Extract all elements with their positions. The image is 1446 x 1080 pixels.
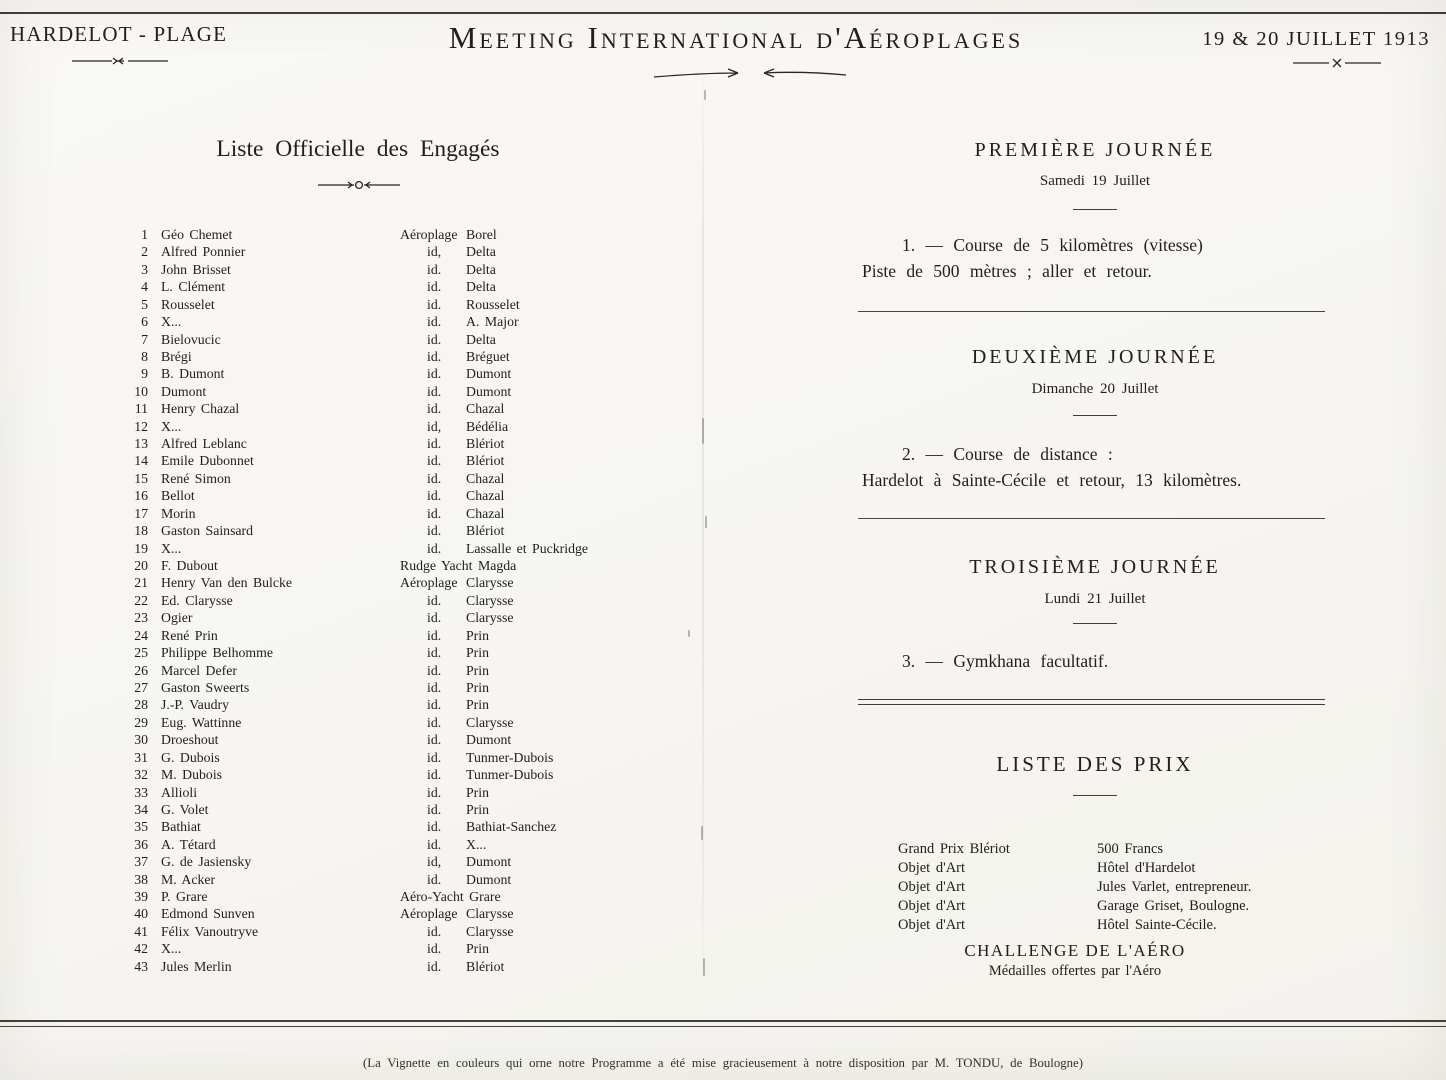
aeroplage-name: Prin [466, 697, 489, 713]
aeroplage-affiliation: id. [427, 749, 442, 765]
roster-row [118, 574, 700, 591]
aeroplage-name: Dumont [466, 732, 512, 748]
pilot-name: John Brisset [161, 261, 231, 277]
entry-number: 16 [134, 488, 148, 504]
tick-ornament-icon [72, 56, 168, 66]
aeroplage-affiliation: id. [427, 296, 442, 312]
roster-row [118, 278, 700, 295]
roster-row [118, 662, 700, 679]
roster-row [118, 296, 700, 313]
aeroplage-name: Delta [466, 331, 496, 347]
entry-number: 9 [141, 366, 148, 382]
event-line: 1. — Course de 5 kilomètres (vitesse) [902, 235, 1203, 255]
entry-number: 4 [141, 279, 148, 295]
roster-row [118, 940, 700, 957]
aeroplage-affiliation: Rudge Yacht Magda [400, 558, 517, 574]
aeroplage-name: X... [466, 836, 487, 852]
aeroplage-affiliation: Aéroplage [400, 227, 458, 242]
roster-row [118, 905, 700, 922]
aeroplage-affiliation: id. [427, 488, 442, 504]
aeroplage-name: Clarysse [466, 610, 514, 626]
entry-number: 17 [134, 505, 148, 521]
pilot-name: X... [161, 941, 182, 957]
aeroplage-name: Tunmer-Dubois [466, 749, 554, 765]
roster-row [118, 452, 700, 469]
entry-number: 8 [141, 348, 148, 364]
aeroplage-name: Rousselet [466, 296, 520, 312]
roster-row [118, 365, 700, 382]
pilot-name: Dumont [161, 383, 207, 399]
aeroplage-affiliation: id. [427, 679, 442, 695]
aeroplage-affiliation: id. [427, 871, 442, 887]
aeroplage-name: Dumont [466, 854, 512, 870]
aeroplage-name: Clarysse [466, 575, 514, 591]
roster-row [118, 592, 700, 609]
entry-number: 40 [134, 906, 148, 922]
prize-label: Objet d'Art [898, 898, 966, 914]
fold-mark [705, 516, 707, 528]
roster-row [118, 923, 700, 940]
pilot-name: G. Volet [161, 801, 209, 817]
roster-row [118, 435, 700, 452]
aeroplage-name: Delta [466, 279, 496, 295]
day2-date: Dimanche 20 Juillet [1031, 381, 1159, 397]
day2-heading: DEUXIÈME JOURNÉE [971, 346, 1219, 368]
aeroplage-affiliation: id. [427, 836, 442, 852]
divider [1073, 795, 1117, 796]
location-title: HARDELOT - PLAGE [10, 22, 228, 46]
aeroplage-affiliation: Aéro-Yacht Grare [400, 889, 501, 905]
aeroplage-affiliation: id. [427, 348, 442, 364]
roster-row [118, 348, 700, 365]
entry-number: 19 [134, 540, 148, 556]
pilot-name: Alfred Leblanc [161, 436, 247, 452]
aeroplage-affiliation: id. [427, 436, 442, 452]
roster-row [118, 801, 700, 818]
x-ornament-icon [1293, 58, 1381, 68]
fold-mark [704, 90, 706, 100]
footer-note: (La Vignette en couleurs qui orne notre Programme a été mise gracieusement à notre disposition par M. TONDU, de Boulogne) [363, 1056, 1083, 1070]
entry-number: 12 [134, 418, 148, 434]
pilot-name: Droeshout [161, 732, 219, 748]
roster-row [118, 505, 700, 522]
entry-number: 2 [141, 244, 148, 260]
prizes-heading: LISTE DES PRIX [996, 752, 1194, 776]
pilot-name: Jules Merlin [161, 958, 232, 974]
pilot-name: Emile Dubonnet [161, 453, 254, 469]
aeroplage-affiliation: id, [427, 418, 442, 434]
prize-donor: Garage Griset, Boulogne. [1097, 898, 1250, 914]
roster-row [118, 679, 700, 696]
roster-row [118, 784, 700, 801]
prize-list [898, 840, 1251, 935]
roster-row [118, 470, 700, 487]
roster-row [118, 400, 700, 417]
pilot-name: Marcel Defer [161, 662, 237, 678]
roster-row [118, 871, 700, 888]
roster-row [118, 487, 700, 504]
pilot-name: Gaston Sweerts [161, 679, 250, 695]
roster-row [118, 243, 700, 260]
aeroplage-name: Blériot [466, 523, 505, 539]
entry-number: 15 [134, 470, 148, 486]
prize-donor: 500 Francs [1097, 841, 1164, 857]
aeroplage-affiliation: id. [427, 714, 442, 730]
aeroplage-affiliation: id. [427, 610, 442, 626]
entry-number: 42 [134, 941, 148, 957]
aeroplage-affiliation: id. [427, 331, 442, 347]
pilot-name: Bathiat [161, 819, 201, 835]
aeroplage-affiliation: id, [427, 854, 442, 870]
roster-row [118, 383, 700, 400]
challenge-subtitle: Médailles offertes par l'Aéro [988, 963, 1162, 979]
prize-label: Objet d'Art [898, 917, 966, 933]
aeroplage-name: Bathiat-Sanchez [466, 819, 557, 835]
roster-row [118, 853, 700, 870]
aeroplage-name: Prin [466, 784, 489, 800]
aeroplage-affiliation: id. [427, 366, 442, 382]
aeroplage-affiliation: id. [427, 401, 442, 417]
pilot-name: A. Tétard [161, 836, 216, 852]
event-line: Piste de 500 mètres ; aller et retour. [862, 261, 1152, 281]
pilot-name: Félix Vanoutryve [161, 923, 259, 939]
pilot-name: Philippe Belhomme [161, 645, 273, 661]
roster-row [118, 696, 700, 713]
aeroplage-name: Delta [466, 261, 496, 277]
challenge-heading: CHALLENGE DE L'AÉRO [964, 941, 1186, 960]
pilot-name: Henry Chazal [161, 401, 240, 417]
day2-event [862, 441, 1340, 493]
aeroplage-name: Blériot [466, 958, 505, 974]
entry-number: 41 [134, 923, 148, 939]
pilot-name: Bellot [161, 488, 195, 504]
aeroplage-name: Bédélia [466, 418, 509, 434]
aeroplage-name: Lassalle et Puckridge [466, 540, 589, 556]
pilot-name: René Prin [161, 627, 218, 643]
roster-row [118, 644, 700, 661]
pilot-name: Alfred Ponnier [161, 244, 246, 260]
event-line: 2. — Course de distance : [902, 444, 1113, 464]
entry-number: 43 [134, 958, 148, 974]
aeroplage-name [466, 557, 700, 574]
aeroplage-name: Clarysse [466, 923, 514, 939]
aeroplage-affiliation: id. [427, 314, 442, 330]
aeroplage-affiliation: id. [427, 801, 442, 817]
prize-row [898, 840, 1251, 859]
roster-row [118, 609, 700, 626]
bottom-double-rule [0, 1020, 1446, 1027]
entry-number: 18 [134, 523, 148, 539]
pilot-name: René Simon [161, 470, 231, 486]
aeroplage-affiliation: id. [427, 523, 442, 539]
roster-row [118, 818, 700, 835]
fold-mark [701, 826, 703, 840]
roster-row [118, 226, 700, 243]
aeroplage-name: Blériot [466, 453, 505, 469]
section-rule [858, 518, 1325, 519]
aeroplage-name: Delta [466, 244, 496, 260]
aeroplage-affiliation: id. [427, 697, 442, 713]
roster-row [118, 313, 700, 330]
day3-heading: TROISIÈME JOURNÉE [969, 556, 1221, 578]
pilot-name: G. Dubois [161, 749, 220, 765]
fold-mark [703, 958, 705, 976]
pilot-name: Henry Van den Bulcke [161, 575, 293, 591]
aeroplage-affiliation: id. [427, 505, 442, 521]
aeroplage-name: Borel [466, 227, 497, 242]
prize-label: Objet d'Art [898, 879, 966, 895]
pilot-name: M. Dubois [161, 767, 223, 783]
pilot-name: B. Dumont [161, 366, 225, 382]
aeroplage-affiliation: id. [427, 453, 442, 469]
prize-row [898, 878, 1251, 897]
day3-date: Lundi 21 Juillet [1044, 591, 1146, 607]
aeroplage-name: Chazal [466, 401, 505, 417]
aeroplage-affiliation: id. [427, 470, 442, 486]
page-fold-line [702, 55, 704, 1010]
pilot-name: Ed. Clarysse [161, 592, 233, 608]
pilot-name: M. Acker [161, 871, 216, 887]
circle-ornament-icon [318, 179, 400, 191]
aeroplage-name: Clarysse [466, 906, 514, 922]
page-title: Meeting International d'Aéroplages [448, 20, 1024, 55]
roster-row [118, 836, 700, 853]
section-double-rule [858, 699, 1325, 705]
pilot-name: G. de Jasiensky [161, 854, 252, 870]
day1-event [862, 232, 1340, 284]
aeroplage-affiliation: id. [427, 767, 442, 783]
pilot-name: P. Grare [161, 889, 208, 905]
aeroplage-name: Chazal [466, 470, 505, 486]
entry-number: 38 [134, 871, 148, 887]
prize-row [898, 859, 1251, 878]
pilot-name: Bielovucic [161, 331, 221, 347]
aeroplage-name: Prin [466, 662, 489, 678]
entry-number: 30 [134, 732, 148, 748]
roster-row [118, 766, 700, 783]
roster-list [0, 226, 700, 975]
aeroplage-name: Tunmer-Dubois [466, 767, 554, 783]
aeroplage-affiliation: id. [427, 941, 442, 957]
entry-number: 37 [134, 854, 148, 870]
day3-event [862, 648, 1340, 674]
roster-row [118, 731, 700, 748]
roster-row [118, 627, 700, 644]
entry-number: 14 [134, 453, 148, 469]
aeroplage-affiliation: id. [427, 819, 442, 835]
prize-label: Grand Prix Blériot [898, 841, 1010, 857]
divider [1073, 209, 1117, 210]
entry-number: 5 [141, 296, 148, 312]
aeroplage-name: Blériot [466, 436, 505, 452]
aeroplage-name: Chazal [466, 505, 505, 521]
day1-date: Samedi 19 Juillet [1039, 173, 1151, 189]
pilot-name: J.-P. Vaudry [161, 697, 230, 713]
entry-number: 6 [141, 314, 148, 330]
roster-row [118, 522, 700, 539]
aeroplage-name: Chazal [466, 488, 505, 504]
divider [1073, 415, 1117, 416]
aeroplage-affiliation: id. [427, 923, 442, 939]
roster-row [118, 331, 700, 348]
prize-donor: Jules Varlet, entrepreneur. [1097, 879, 1252, 895]
aeroplage-name: Prin [466, 941, 489, 957]
entry-number: 13 [134, 436, 148, 452]
pilot-name: Géo Chemet [161, 227, 233, 242]
pilot-name: Edmond Sunven [161, 906, 255, 922]
roster-row [118, 557, 700, 574]
pilot-name: Gaston Sainsard [161, 523, 254, 539]
aeroplage-name: Bréguet [466, 348, 510, 364]
entry-number: 28 [134, 697, 148, 713]
aeroplage-affiliation: id. [427, 540, 442, 556]
aeroplage-name: Clarysse [466, 592, 514, 608]
pilot-name: Brégi [161, 348, 192, 364]
section-rule [858, 311, 1325, 312]
aeroplage-name: Prin [466, 627, 489, 643]
fold-mark [702, 418, 704, 444]
pilot-name: X... [161, 314, 182, 330]
aeroplage-affiliation: id. [427, 784, 442, 800]
pilot-name: F. Dubout [161, 558, 218, 574]
aeroplage-name [466, 888, 700, 905]
pilot-name: Morin [161, 505, 196, 521]
roster-row [118, 418, 700, 435]
top-rule [0, 12, 1446, 14]
pilot-name: Ogier [161, 610, 193, 626]
prize-label: Objet d'Art [898, 860, 966, 876]
entry-number: 22 [134, 592, 148, 608]
aeroplage-name: Prin [466, 645, 489, 661]
day1-heading: PREMIÈRE JOURNÉE [974, 139, 1216, 161]
entry-number: 32 [134, 767, 148, 783]
event-line: Hardelot à Sainte-Cécile et retour, 13 kilomètres. [862, 470, 1242, 490]
entry-number: 3 [141, 261, 148, 277]
roster-row [118, 888, 700, 905]
aeroplage-name: Dumont [466, 383, 512, 399]
aeroplage-name: Dumont [466, 871, 512, 887]
aeroplage-affiliation: id. [427, 383, 442, 399]
entry-number: 31 [134, 749, 148, 765]
pilot-name: Allioli [161, 784, 198, 800]
entry-number: 39 [134, 889, 148, 905]
aeroplage-name: A. Major [466, 314, 519, 330]
aeroplage-affiliation: id. [427, 645, 442, 661]
pilot-name: Rousselet [161, 296, 215, 312]
aeroplage-name: Prin [466, 801, 489, 817]
aeroplage-affiliation: id. [427, 261, 442, 277]
entry-number: 27 [134, 679, 148, 695]
roster-row [118, 261, 700, 278]
aeroplage-affiliation: id. [427, 279, 442, 295]
aeroplage-affiliation: Aéroplage [400, 575, 458, 591]
prize-donor: Hôtel d'Hardelot [1097, 860, 1196, 876]
entry-number: 26 [134, 662, 148, 678]
aeroplage-affiliation: id. [427, 958, 442, 974]
entry-number: 25 [134, 645, 148, 661]
aeroplage-affiliation: id. [427, 662, 442, 678]
aeroplage-affiliation: id. [427, 592, 442, 608]
pilot-name: X... [161, 540, 182, 556]
entry-number: 21 [134, 575, 148, 591]
roster-row [118, 749, 700, 766]
aeroplage-affiliation: id. [427, 732, 442, 748]
aeroplage-name: Dumont [466, 366, 512, 382]
prize-donor: Hôtel Sainte-Cécile. [1097, 917, 1217, 933]
entry-number: 23 [134, 610, 148, 626]
entry-number: 1 [141, 227, 148, 242]
pilot-name: X... [161, 418, 182, 434]
entry-number: 34 [134, 801, 148, 817]
roster-row [118, 540, 700, 557]
entry-number: 36 [134, 836, 148, 852]
aeroplage-affiliation: id, [427, 244, 442, 260]
arrows-ornament-icon [652, 64, 848, 84]
event-date: 19 & 20 JUILLET 1913 [1202, 28, 1430, 50]
entry-number: 24 [134, 627, 148, 643]
roster-row [118, 714, 700, 731]
aeroplage-name: Prin [466, 679, 489, 695]
aeroplage-affiliation: id. [427, 627, 442, 643]
roster-row [118, 958, 700, 975]
entry-number: 33 [134, 784, 148, 800]
prize-row [898, 897, 1251, 916]
entry-number: 35 [134, 819, 148, 835]
entry-number: 11 [134, 401, 148, 417]
entry-number: 20 [134, 558, 148, 574]
aeroplage-name: Clarysse [466, 714, 514, 730]
prize-row [898, 916, 1251, 935]
roster-title: Liste Officielle des Engagés [216, 136, 500, 162]
pilot-name: L. Clément [161, 279, 226, 295]
entry-number: 7 [141, 331, 148, 347]
entry-number: 29 [134, 714, 148, 730]
entry-number: 10 [134, 383, 148, 399]
event-line: 3. — Gymkhana facultatif. [902, 651, 1109, 671]
aeroplage-affiliation: Aéroplage [400, 906, 458, 922]
pilot-name: Eug. Wattinne [161, 714, 242, 730]
divider [1073, 623, 1117, 624]
